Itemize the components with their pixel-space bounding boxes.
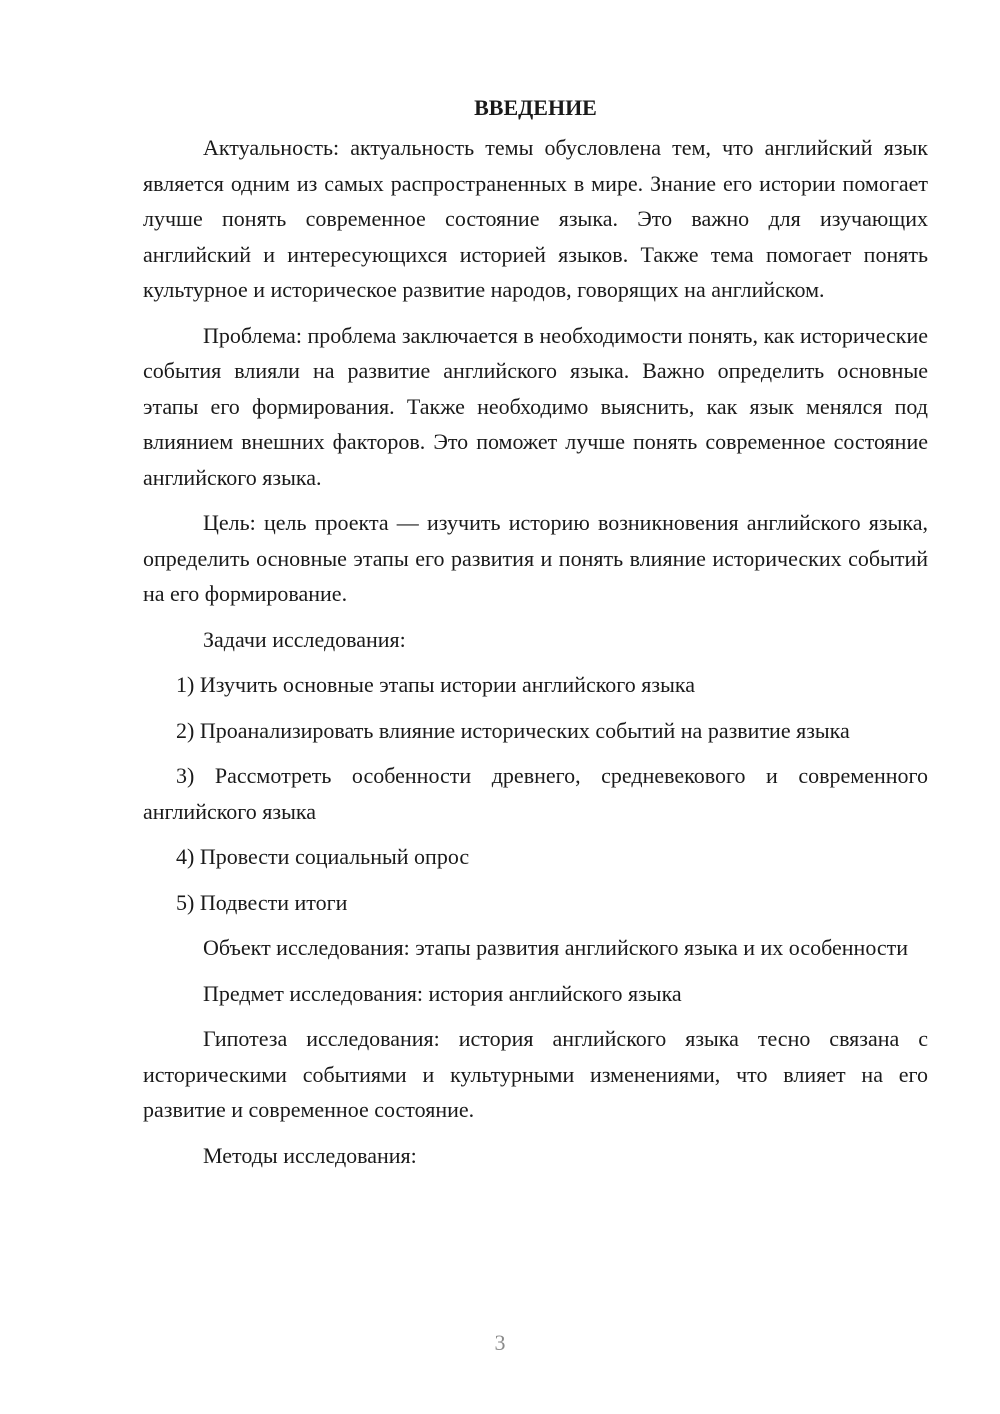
task-item: 4) Провести социальный опрос	[176, 844, 470, 869]
hypothesis-paragraph: Гипотеза исследования: история английского языка тесно связана с историческими событиями и культурными изменениями, что влияет на его развитие и современное состояние.	[143, 1026, 928, 1122]
problem-paragraph: Проблема: проблема заключается в необходимости понять, как исторические события влияли на развитие английского языка. Важно определить основные этапы его формирования. Также необходимо выяснить, как язык менялся под влиянием внешних факторов. Это поможет лучше понять современное состояние английского языка.	[143, 322, 928, 490]
document-page	[143, 90, 928, 1183]
task-item: 5) Подвести итоги	[176, 889, 348, 915]
goal-paragraph: Цель: цель проекта — изучить историю возникновения английского языка, определить основные этапы его развития и понять влияние исторических событий на его формирование.	[143, 510, 928, 606]
task-item: 1) Изучить основные этапы истории английского языка	[176, 672, 695, 697]
tasks-heading: Задачи исследования:	[203, 626, 406, 652]
object-paragraph: Объект исследования: этапы развития английского языка и их особенности	[203, 935, 909, 960]
section-title: ВВЕДЕНИЕ	[474, 95, 597, 120]
subject-paragraph: Предмет исследования: история английского языка	[203, 980, 682, 1006]
page-number: 3	[494, 1330, 506, 1355]
task-item: 2) Проанализировать влияние исторических событий на развитие языка	[176, 717, 850, 743]
task-item: 3) Рассмотреть особенности древнего, средневекового и современного английского языка	[143, 763, 928, 824]
relevance-paragraph: Актуальность: актуальность темы обусловлена тем, что английский язык является одним из самых распространенных в мире. Знание его истории помогает лучше понять современное состояние языка. Это важно для изучающих английский и интересующихся историей языков. Также тема помогает понять культурное и историческое развитие народов, говорящих на английском.	[143, 135, 928, 302]
methods-heading: Методы исследования:	[203, 1142, 417, 1168]
